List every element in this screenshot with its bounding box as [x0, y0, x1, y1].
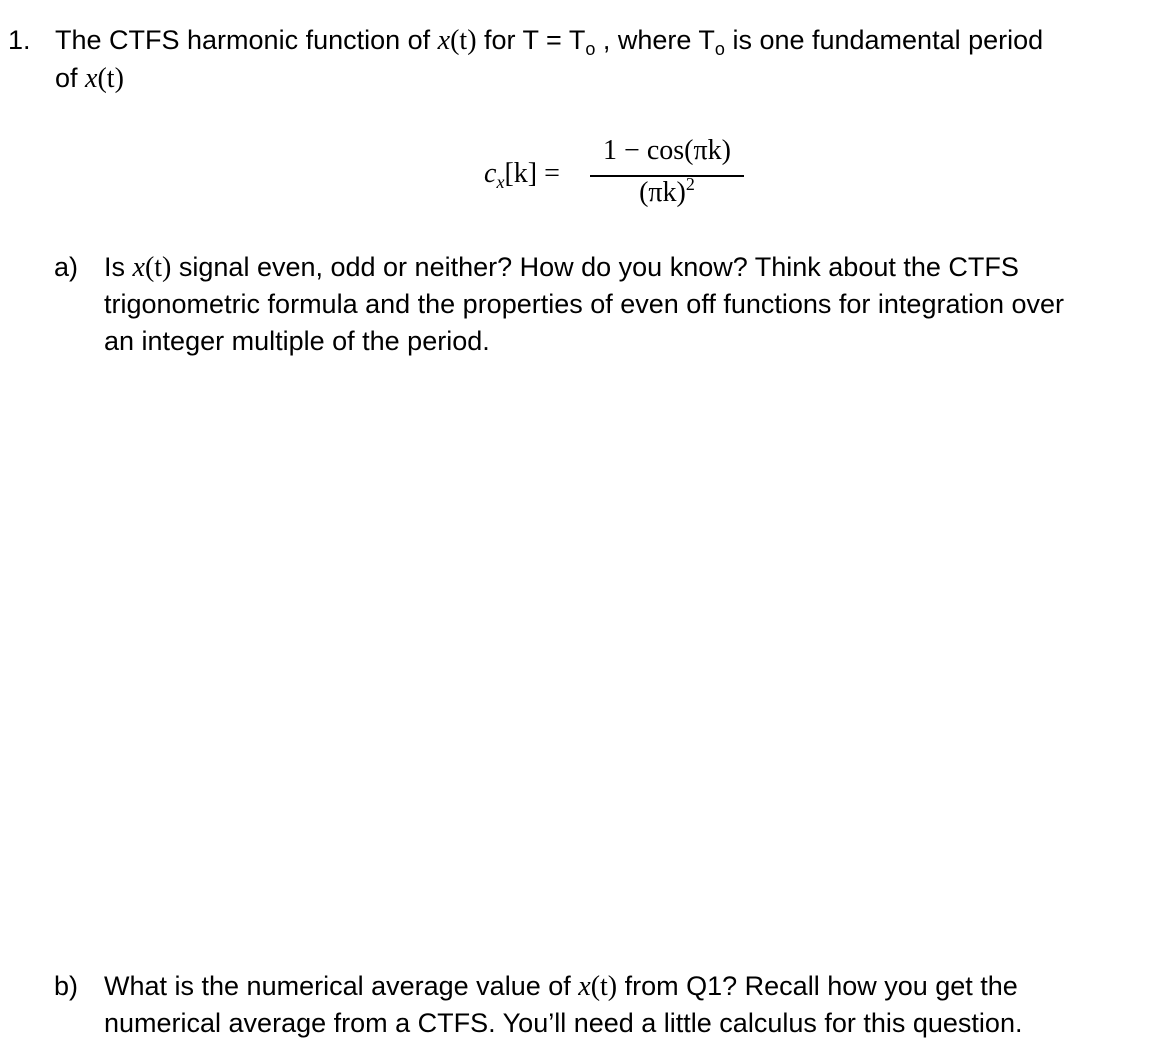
math-signal-x: x(t) [132, 252, 172, 283]
question-text-line1 [55, 22, 1043, 61]
part-a-line2: trigonometric formula and the properties of even off functions for integration over [104, 289, 1065, 319]
question-number: 1. [8, 25, 31, 55]
equation-numerator: 1 − cos(πk) [603, 135, 731, 166]
subscript-o: o [714, 39, 725, 59]
math-signal-x: x(t) [85, 63, 124, 94]
part-b-line2: numerical average from a CTFS. You’ll need a little calculus for this question. [104, 1008, 1023, 1038]
part-b-line1: What is the numerical average value of x(t) from Q1? Recall how you get the [104, 971, 1018, 1002]
question-text: for T = T [476, 25, 586, 55]
part-a-label: a) [54, 252, 79, 282]
part-a-line1: Is x(t) signal even, odd or neither? How do you know? Think about the CTFS [104, 252, 1019, 283]
question-text-line2 [55, 60, 124, 97]
math-signal-x: x(t) [437, 25, 477, 56]
subscript-o: o [585, 39, 596, 59]
part-b-label: b) [54, 971, 79, 1001]
question-text: The CTFS harmonic function of [55, 25, 438, 55]
ctfs-equation [484, 135, 754, 215]
math-signal-x: x(t) [578, 971, 618, 1002]
equation-denominator: $(\pi k)^2$ [639, 174, 695, 208]
question-text: is one fundamental period [724, 25, 1044, 55]
question-text: , where T [595, 25, 715, 55]
part-a-line3: an integer multiple of the period. [104, 326, 490, 356]
question-text: of [55, 63, 86, 93]
equation-lhs: $c_x[k]$ = [484, 158, 560, 192]
